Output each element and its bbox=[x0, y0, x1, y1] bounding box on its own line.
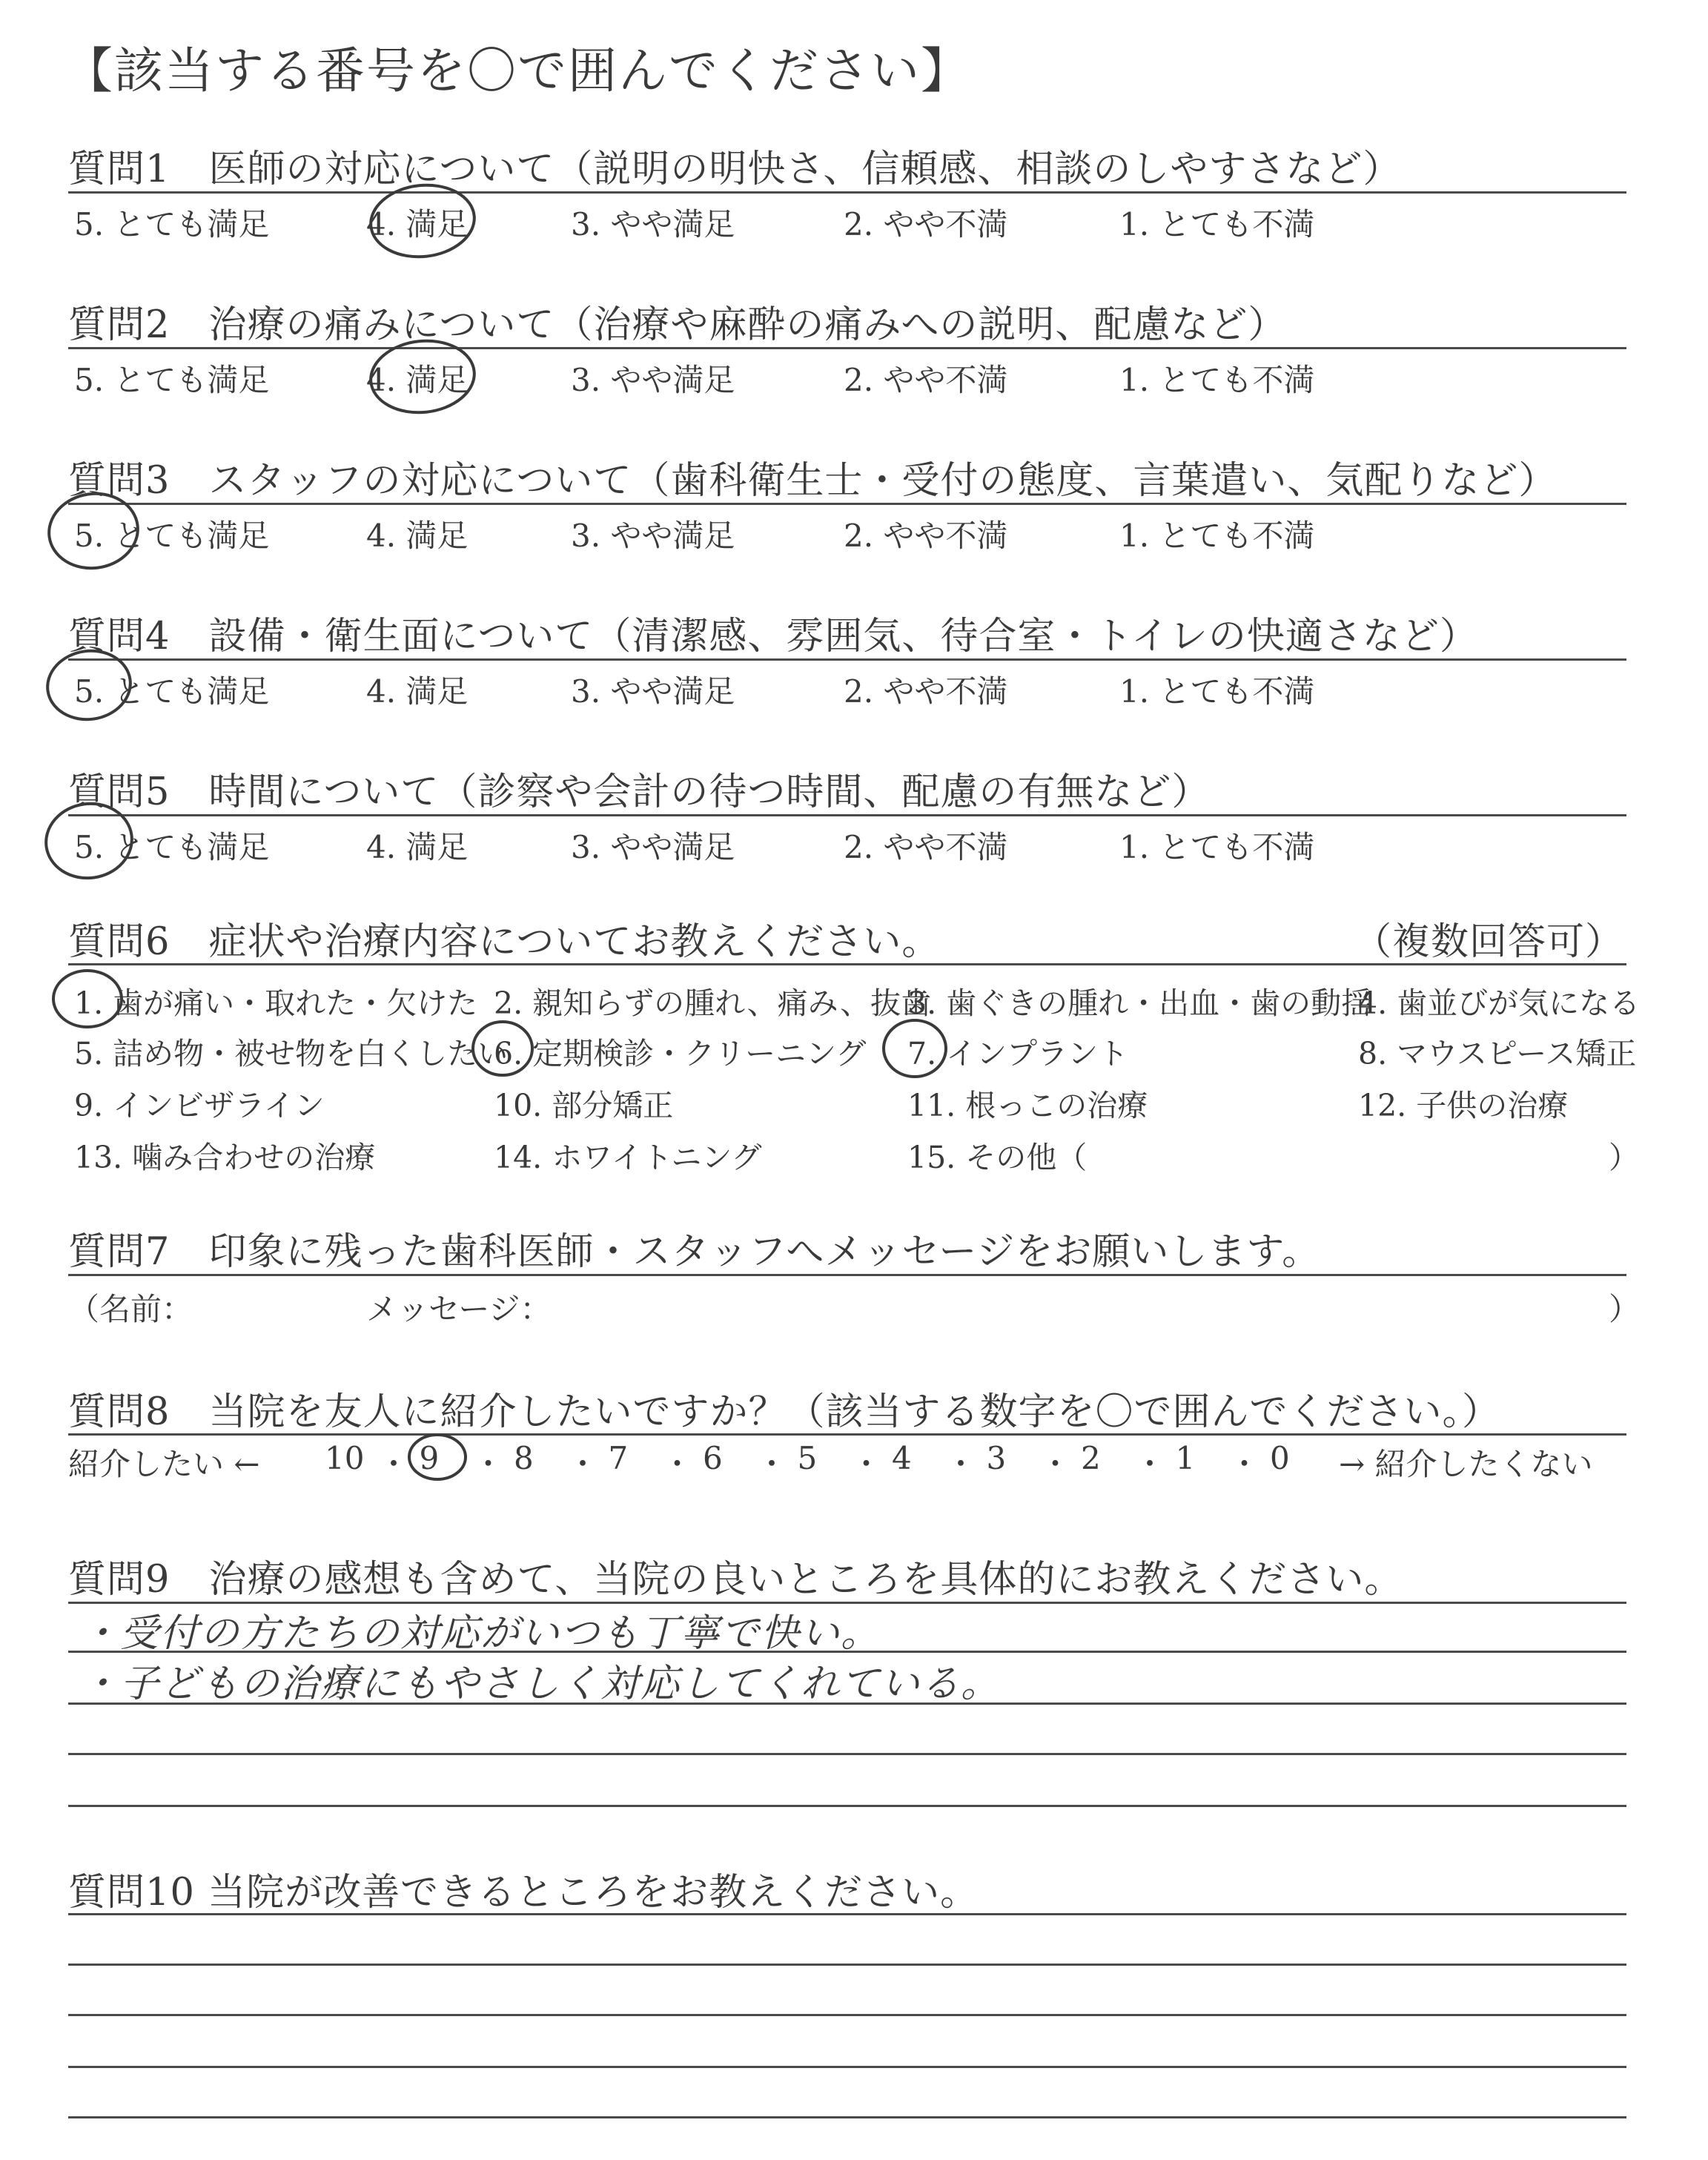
q8-heading: 質問8 当院を友人に紹介したいですか？（該当する数字を〇で囲んでください。） bbox=[68, 1390, 1500, 1434]
q3-option-2[interactable]: 2. やや不満 bbox=[844, 518, 1008, 554]
q8-separator: ・ bbox=[378, 1446, 410, 1482]
q8-separator: ・ bbox=[472, 1446, 504, 1482]
q6-option-4[interactable]: 4. 歯並びが気になる bbox=[1358, 985, 1641, 1021]
q2-option-1[interactable]: 1. とても不満 bbox=[1119, 362, 1315, 398]
q8-separator: ・ bbox=[756, 1446, 788, 1482]
q8-score-8[interactable]: 8 bbox=[514, 1440, 534, 1476]
q6-rule bbox=[68, 963, 1626, 965]
q3-rule bbox=[68, 503, 1626, 505]
q5-option-2[interactable]: 2. やや不満 bbox=[844, 829, 1008, 865]
q8-score-4[interactable]: 4 bbox=[892, 1440, 912, 1476]
q6-option-7[interactable]: 7. インプラント bbox=[907, 1036, 1129, 1071]
q8-separator: ・ bbox=[567, 1446, 599, 1482]
q8-score-10[interactable]: 10 bbox=[325, 1440, 365, 1476]
q8-score-9[interactable]: 9 bbox=[419, 1440, 440, 1476]
q9-answer-1: ・受付の方たちの対応がいつも丁寧で快い。 bbox=[80, 1611, 881, 1656]
q6-option-10[interactable]: 10. 部分矯正 bbox=[494, 1088, 674, 1123]
q10-rule-2 bbox=[68, 1964, 1626, 1966]
q6-option-12[interactable]: 12. 子供の治療 bbox=[1358, 1088, 1569, 1123]
q9-heading: 質問9 治療の感想も含めて、当院の良いところを具体的にお教えください。 bbox=[68, 1558, 1403, 1602]
q8-right-label: → 紹介したくない bbox=[1339, 1446, 1593, 1482]
q6-option-6[interactable]: 6. 定期検診・クリーニング bbox=[494, 1036, 867, 1071]
q5-rule bbox=[68, 814, 1626, 816]
q1-option-2[interactable]: 2. やや不満 bbox=[844, 206, 1008, 242]
q8-left-label: 紹介したい ← bbox=[68, 1446, 260, 1482]
q2-heading: 質問2 治療の痛みについて（治療や麻酔の痛みへの説明、配慮など） bbox=[68, 303, 1287, 347]
q2-option-4[interactable]: 4. 満足 bbox=[366, 362, 469, 398]
q9-answer-2: ・子どもの治療にもやさしく対応してくれている。 bbox=[80, 1662, 1002, 1706]
q8-score-0[interactable]: 0 bbox=[1270, 1440, 1290, 1476]
q5-option-3[interactable]: 3. やや満足 bbox=[571, 829, 735, 865]
q3-option-1[interactable]: 1. とても不満 bbox=[1119, 518, 1315, 554]
q3-option-5[interactable]: 5. とても満足 bbox=[74, 518, 270, 554]
q4-option-5[interactable]: 5. とても満足 bbox=[74, 673, 270, 710]
q1-option-3[interactable]: 3. やや満足 bbox=[571, 206, 735, 242]
q4-rule bbox=[68, 658, 1626, 661]
q9-rule-4 bbox=[68, 1753, 1626, 1755]
q8-score-7[interactable]: 7 bbox=[608, 1440, 629, 1476]
q1-option-5[interactable]: 5. とても満足 bbox=[74, 206, 270, 242]
q7-message-label[interactable]: メッセージ： bbox=[366, 1291, 552, 1327]
q5-option-1[interactable]: 1. とても不満 bbox=[1119, 829, 1315, 865]
q7-rule bbox=[68, 1274, 1626, 1276]
q2-option-2[interactable]: 2. やや不満 bbox=[844, 362, 1008, 398]
q1-heading: 質問1 医師の対応について（説明の明快さ、信頼感、相談のしやすさなど） bbox=[68, 148, 1402, 191]
q6-note: （複数回答可） bbox=[1354, 920, 1624, 964]
q5-option-4[interactable]: 4. 満足 bbox=[366, 829, 469, 865]
q9-rule-5 bbox=[68, 1805, 1626, 1807]
q10-rule-3 bbox=[68, 2014, 1626, 2016]
q10-heading: 質問10 当院が改善できるところをお教えください。 bbox=[68, 1871, 979, 1915]
q2-rule bbox=[68, 347, 1626, 349]
q3-option-4[interactable]: 4. 満足 bbox=[366, 518, 469, 554]
q4-heading: 質問4 設備・衛生面について（清潔感、雰囲気、待合室・トイレの快適さなど） bbox=[68, 615, 1478, 658]
q8-separator: ・ bbox=[1134, 1446, 1166, 1482]
q3-option-3[interactable]: 3. やや満足 bbox=[571, 518, 735, 554]
q1-option-4[interactable]: 4. 満足 bbox=[366, 206, 469, 242]
q2-option-3[interactable]: 3. やや満足 bbox=[571, 362, 735, 398]
q6-option-14[interactable]: 14. ホワイトニング bbox=[494, 1140, 762, 1175]
q5-heading: 質問5 時間について（診察や会計の待つ時間、配慮の有無など） bbox=[68, 770, 1211, 814]
q1-rule bbox=[68, 191, 1626, 194]
q10-rule-5 bbox=[68, 2116, 1626, 2118]
q8-score-6[interactable]: 6 bbox=[703, 1440, 723, 1476]
q8-separator: ・ bbox=[1039, 1446, 1071, 1482]
q6-option-3[interactable]: 3. 歯ぐきの腫れ・出血・歯の動揺 bbox=[907, 985, 1372, 1021]
q6-option-9[interactable]: 9. インビザライン bbox=[74, 1088, 325, 1123]
q8-separator: ・ bbox=[945, 1446, 977, 1482]
q8-separator: ・ bbox=[1228, 1446, 1260, 1482]
q7-close-paren: ） bbox=[1609, 1291, 1641, 1327]
q8-separator: ・ bbox=[661, 1446, 693, 1482]
q10-rule-1 bbox=[68, 1913, 1626, 1915]
q4-option-4[interactable]: 4. 満足 bbox=[366, 673, 469, 710]
q6-option-2[interactable]: 2. 親知らずの腫れ、痛み、抜歯 bbox=[494, 985, 932, 1021]
q8-score-3[interactable]: 3 bbox=[986, 1440, 1007, 1476]
q4-option-3[interactable]: 3. やや満足 bbox=[571, 673, 735, 710]
q6-option-11[interactable]: 11. 根っこの治療 bbox=[907, 1088, 1148, 1123]
q1-option-1[interactable]: 1. とても不満 bbox=[1119, 206, 1315, 242]
q7-heading: 質問7 印象に残った歯科医師・スタッフへメッセージをお願いします。 bbox=[68, 1230, 1321, 1274]
q10-rule-4 bbox=[68, 2066, 1626, 2068]
q6-option-5[interactable]: 5. 詰め物・被せ物を白くしたい bbox=[74, 1036, 509, 1071]
q6-other-close-paren: ） bbox=[1609, 1140, 1639, 1175]
q8-rule bbox=[68, 1433, 1626, 1436]
q8-score-1[interactable]: 1 bbox=[1175, 1440, 1196, 1476]
q8-separator: ・ bbox=[850, 1446, 882, 1482]
page-title: 【該当する番号を〇で囲んでください】 bbox=[64, 42, 971, 99]
q6-heading: 質問6 症状や治療内容についてお教えください。 bbox=[68, 920, 941, 964]
q4-option-2[interactable]: 2. やや不満 bbox=[844, 673, 1008, 710]
q5-option-5[interactable]: 5. とても満足 bbox=[74, 829, 270, 865]
q6-option-1[interactable]: 1. 歯が痛い・取れた・欠けた bbox=[74, 985, 478, 1021]
q4-option-1[interactable]: 1. とても不満 bbox=[1119, 673, 1315, 710]
q2-option-5[interactable]: 5. とても満足 bbox=[74, 362, 270, 398]
q7-name-label[interactable]: （名前： bbox=[68, 1291, 193, 1327]
q6-option-13[interactable]: 13. 噛み合わせの治療 bbox=[74, 1140, 376, 1175]
q6-option-8[interactable]: 8. マウスピース矯正 bbox=[1358, 1036, 1637, 1071]
q8-score-2[interactable]: 2 bbox=[1081, 1440, 1101, 1476]
q3-heading: 質問3 スタッフの対応について（歯科衛生士・受付の態度、言葉遣い、気配りなど） bbox=[68, 459, 1558, 503]
q6-option-15[interactable]: 15. その他（ bbox=[907, 1140, 1088, 1175]
q8-score-5[interactable]: 5 bbox=[797, 1440, 818, 1476]
